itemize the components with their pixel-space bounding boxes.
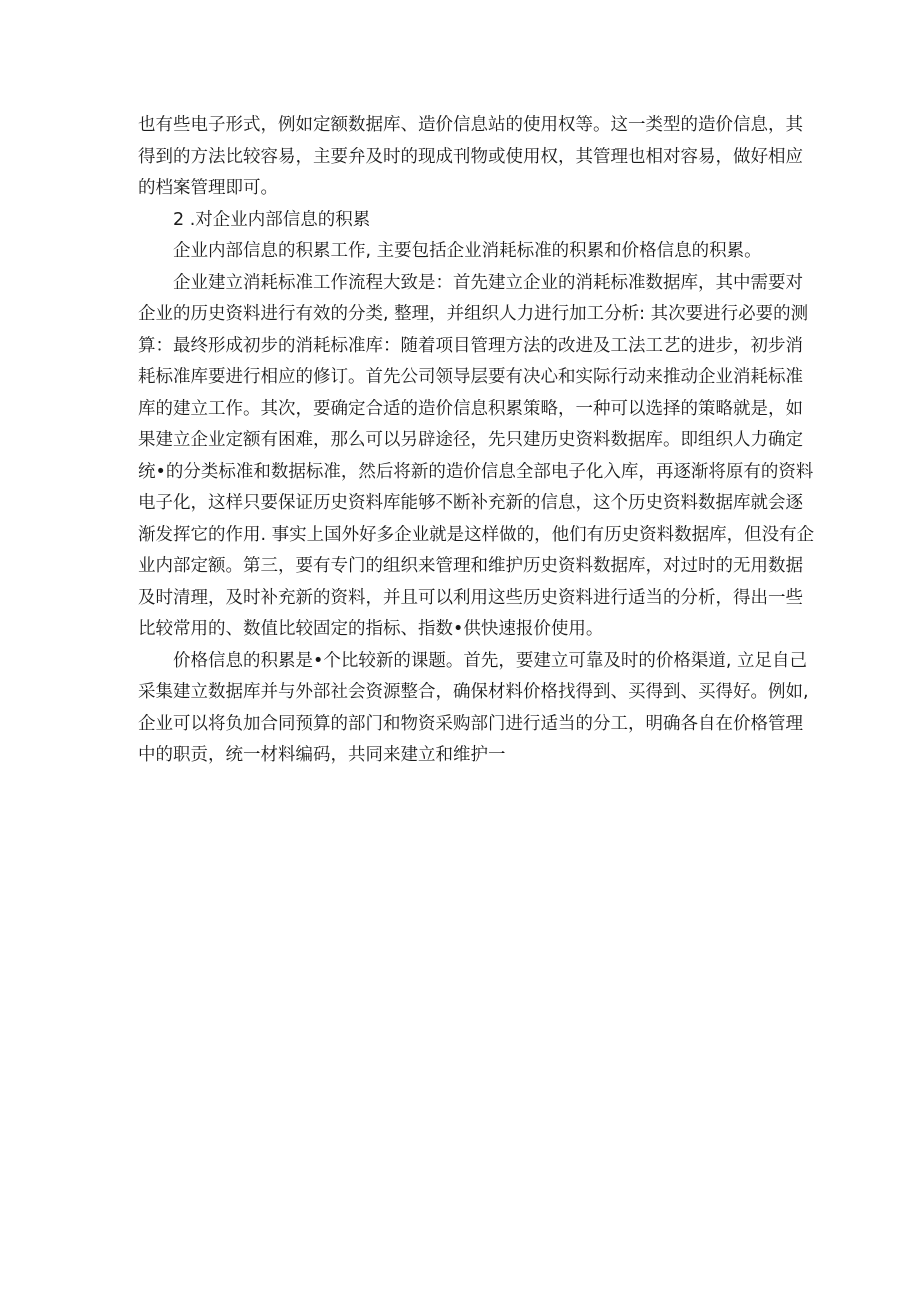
paragraph-3-line-11: 及时清理，及时补充新的资料，并且可以利用这些历史资料进行适当的分析，得出一些 (138, 587, 803, 608)
paragraph-2-line-1: 企业内部信息的积累工作, 主要包括企业消耗标准的积累和价格信息的积累。 (173, 241, 762, 261)
paragraph-3-line-8: 电子化，这样只要保证历史资料库能够不断补充新的信息，这个历史资料数据库就会逐 (138, 493, 803, 513)
paragraph-3-line-3: 算：最终形成初步的消耗标准库：随着项目管理方法的改进及工法工艺的进步，初步消 (138, 335, 803, 356)
paragraph-3-line-9: 渐发挥它的作用. 事实上国外好多企业就是这样做的，他们有历史资料数据库，但没有企 (138, 524, 815, 545)
paragraph-3-line-12: 比较常用的、数值比较固定的指标、指数•供快速报价使用。 (138, 619, 604, 639)
paragraph-4-line-3: 企业可以将负加合同预算的部门和物资采购部门进行适当的分工，明确各自在价格管理 (138, 713, 803, 734)
paragraph-2 (138, 236, 788, 268)
paragraph-1-line-2: 得到的方法比较容易，主要弁及时的现成刊物或使用权，其管理也相对容易，做好相应 (138, 146, 803, 167)
paragraph-3-line-2: 企业的历史资料进行有效的分类, 整理，并组织人力进行加工分析: 其次要进行必要的测 (138, 304, 809, 324)
paragraph-3-line-7: 统•的分类标准和数据标准，然后将新的造价信息全部电子化入库，再逐渐将原有的资料 (138, 461, 814, 482)
paragraph-1-line-1: 也有些电子形式，例如定额数据库、造价信息站的使用权等。这一类型的造价信息，其 (138, 115, 803, 135)
paragraph-4 (138, 646, 809, 772)
paragraph-3-line-1: 企业建立消耗标准工作流程大致是：首先建立企业的消耗标准数据库，其中需要对 (173, 272, 803, 293)
paragraph-3-line-10: 业内部定额。第三，要有专门的组织来管理和维护历史资料数据库，对过时的无用数据 (138, 556, 803, 576)
paragraph-1 (138, 110, 803, 205)
paragraph-1-line-3: 的档案管理即可。 (138, 178, 278, 198)
paragraph-3 (138, 268, 815, 646)
paragraph-3-line-5: 库的建立工作。其次，要确定合适的造价信息积累策略，一种可以选择的策略就是，如 (138, 398, 803, 419)
document-body (138, 110, 815, 772)
paragraph-3-line-4: 耗标准库要进行相应的修订。首先公司领导层要有决心和实际行动来推动企业消耗标准 (138, 367, 803, 387)
paragraph-3-line-6: 果建立企业定额有困难，那么可以另辟途径，先只建历史资料数据库。即组织人力确定 (138, 430, 803, 450)
paragraph-4-line-1: 价格信息的积累是•个比较新的课题。首先，要建立可靠及时的价格渠道, 立足自己 (173, 650, 807, 671)
paragraph-4-line-4: 中的职贡，统一材料编码，共同来建立和维护一 (138, 745, 506, 765)
section-heading-2: 2 .对企业内部信息的积累 (173, 209, 371, 230)
paragraph-4-line-2: 采集建立数据库并与外部社会资源整合，确保材料价格找得到、买得到、买得好。例如, (138, 682, 809, 702)
